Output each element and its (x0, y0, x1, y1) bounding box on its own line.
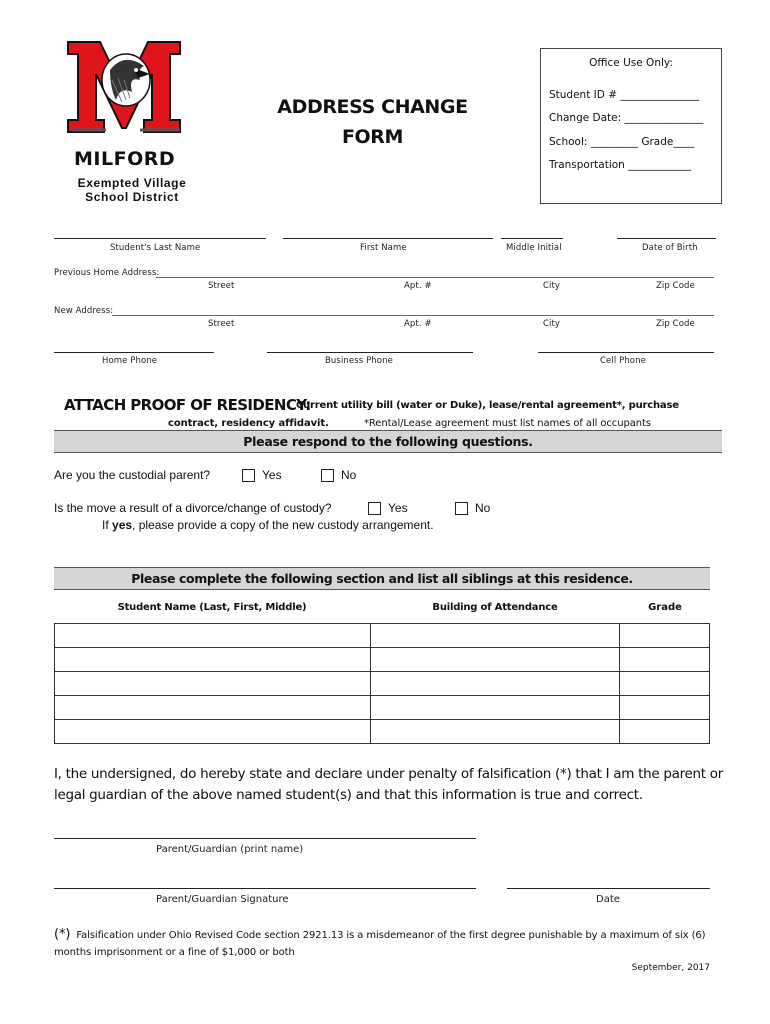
home-phone-field[interactable] (54, 352, 214, 353)
col-grade: Grade (648, 602, 682, 613)
sibling-name-cell[interactable] (55, 696, 371, 720)
proof-text-2: contract, residency affidavit. (168, 418, 329, 429)
signature-field[interactable] (54, 888, 476, 889)
sibling-grade-cell[interactable] (620, 720, 710, 744)
new-apt-label: Apt. # (404, 319, 432, 329)
form-title-line1: ADDRESS CHANGE (277, 96, 468, 118)
cell-phone-label: Cell Phone (600, 356, 646, 366)
prev-street-label: Street (208, 281, 235, 291)
sibling-building-cell[interactable] (370, 648, 620, 672)
office-student-id[interactable]: Student ID # _______________ (549, 89, 700, 101)
new-street-label: Street (208, 319, 235, 329)
business-phone-label: Business Phone (325, 356, 393, 366)
sibling-name-cell[interactable] (55, 672, 371, 696)
district-name: MILFORD (74, 148, 176, 170)
q1-yes-label: Yes (262, 468, 282, 482)
q1-label: Are you the custodial parent? (54, 468, 211, 482)
footnote (54, 926, 714, 961)
prev-zip-label: Zip Code (656, 281, 695, 291)
last-name-label: Student's Last Name (110, 243, 201, 253)
proof-heading: ATTACH PROOF OF RESIDENCY: (64, 396, 311, 414)
new-zip-label: Zip Code (656, 319, 695, 329)
q1-no-label: No (341, 468, 357, 482)
table-row (55, 696, 710, 720)
q2-yes-label: Yes (388, 501, 408, 515)
proof-text-1: Current utility bill (water or Duke), lease/rental agreement*, purchase (296, 400, 679, 411)
office-school-grade[interactable]: School: _________ Grade____ (549, 136, 695, 148)
sibling-name-cell[interactable] (55, 720, 371, 744)
questions-bar-text: Please respond to the following questions. (243, 434, 533, 449)
table-row (55, 720, 710, 744)
first-name-label: First Name (360, 243, 407, 253)
cell-phone-field[interactable] (538, 352, 714, 353)
custody-note-bold: yes (112, 518, 133, 532)
custody-note (102, 518, 434, 532)
sibling-grade-cell[interactable] (620, 696, 710, 720)
prev-address-field[interactable] (156, 277, 714, 278)
custody-note-rest: , please provide a copy of the new custody arrangement. (132, 518, 434, 532)
district-subtitle-1: Exempted Village (77, 176, 187, 190)
office-transportation[interactable]: Transportation ____________ (549, 159, 692, 171)
sibling-building-cell[interactable] (370, 624, 620, 648)
table-row (55, 624, 710, 648)
questions-bar (54, 430, 722, 453)
prev-address-label: Previous Home Address: (54, 268, 160, 278)
office-change-date[interactable]: Change Date: _______________ (549, 112, 704, 124)
footnote-mark: (*) (54, 927, 71, 942)
home-phone-label: Home Phone (102, 356, 158, 366)
print-name-field[interactable] (54, 838, 476, 839)
q2-no-checkbox[interactable] (455, 502, 468, 515)
form-title (250, 92, 495, 152)
sibling-name-cell[interactable] (55, 648, 371, 672)
sibling-building-cell[interactable] (370, 696, 620, 720)
dob-label: Date of Birth (642, 243, 698, 253)
signature-label: Parent/Guardian Signature (156, 894, 289, 905)
new-city-label: City (543, 319, 561, 329)
form-title-line2: FORM (341, 126, 404, 148)
new-address-field[interactable] (112, 315, 714, 316)
middle-initial-label: Middle Initial (506, 243, 562, 253)
proof-note: *Rental/Lease agreement must list names of all occupants (364, 418, 651, 429)
q2-label: Is the move a result of a divorce/change of custody? (54, 501, 332, 515)
milford-logo (66, 40, 182, 134)
col-student-name: Student Name (Last, First, Middle) (117, 602, 307, 613)
prev-apt-label: Apt. # (404, 281, 432, 291)
district-subtitle-2: School District (85, 190, 179, 204)
signature-date-field[interactable] (507, 888, 710, 889)
middle-initial-field[interactable] (501, 238, 563, 239)
q2-no-label: No (475, 501, 491, 515)
sibling-grade-cell[interactable] (620, 672, 710, 696)
dob-field[interactable] (617, 238, 716, 239)
sibling-building-cell[interactable] (370, 672, 620, 696)
q1-no-checkbox[interactable] (321, 469, 334, 482)
sibling-grade-cell[interactable] (620, 624, 710, 648)
sibling-grade-cell[interactable] (620, 648, 710, 672)
q1-yes-checkbox[interactable] (242, 469, 255, 482)
office-use-box (540, 48, 722, 204)
siblings-table (54, 623, 710, 744)
siblings-bar (54, 567, 710, 590)
sibling-building-cell[interactable] (370, 720, 620, 744)
office-use-title: Office Use Only: (589, 57, 673, 69)
prev-city-label: City (543, 281, 561, 291)
table-row (55, 648, 710, 672)
first-name-field[interactable] (283, 238, 493, 239)
business-phone-field[interactable] (267, 352, 473, 353)
print-name-label: Parent/Guardian (print name) (156, 844, 304, 855)
custody-note-prefix: If (102, 518, 113, 532)
last-name-field[interactable] (54, 238, 266, 239)
sibling-name-cell[interactable] (55, 624, 371, 648)
new-address-label: New Address: (54, 306, 114, 316)
revision-date: September, 2017 (631, 963, 710, 973)
table-row (55, 672, 710, 696)
siblings-bar-text: Please complete the following section and list all siblings at this residence. (131, 571, 633, 586)
col-building: Building of Attendance (432, 602, 558, 613)
q2-yes-checkbox[interactable] (368, 502, 381, 515)
signature-date-label: Date (596, 894, 620, 905)
declaration-text: I, the undersigned, do hereby state and declare under penalty of falsification (*) that I am the parent or legal guardian of the above named student(s) and that this information is true and correct. (54, 766, 723, 803)
footnote-text: Falsification under Ohio Revised Code section 2921.13 is a misdemeanor of the first degree punishable by a maximum of six (6) months imprisonment or a fine of $1,000 or both (54, 930, 706, 958)
